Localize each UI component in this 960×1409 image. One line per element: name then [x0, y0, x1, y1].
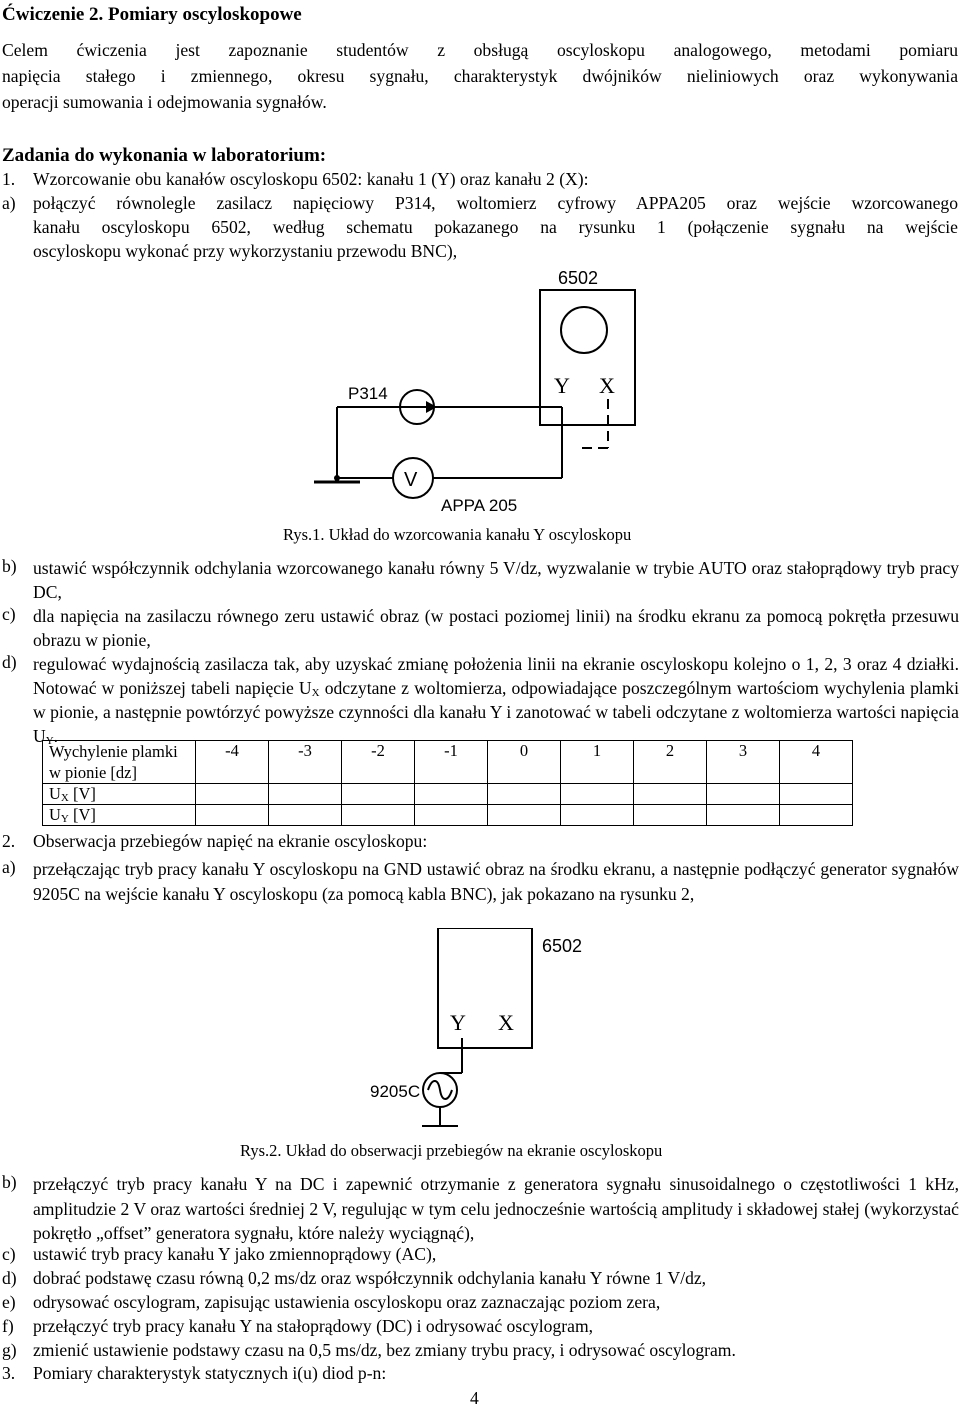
table-header-label: Wychylenie plamki w pionie [dz]	[43, 741, 196, 784]
task2-a-label: a)	[2, 857, 16, 877]
table-row-uy	[43, 805, 853, 826]
task2-a-text: przełączając tryb pracy kanału Y oscyloskopu na GND ustawić obraz na środku ekranu, a następnie podłączyć generator sygnałów 9205C na wejście kanału Y oscyloskopu (za pomocą kabla BNC), jak pokazano na rysunku 2,	[33, 859, 959, 904]
supply-label: P314	[348, 384, 388, 403]
task1-title: Wzorcowanie obu kanałów oscyloskopu 6502: kanału 1 (Y) oraz kanału 2 (X):	[33, 169, 589, 189]
figure-2-caption: Rys.2. Układ do obserwacji przebiegów na ekranie oscyloskopu	[240, 1141, 663, 1160]
table-row-ux-label: $U_X$ [V]	[43, 784, 196, 805]
task3-number: 3.	[2, 1363, 16, 1383]
task2-c-text: ustawić tryb pracy kanału Y jako zmiennoprądowy (AC),	[33, 1244, 437, 1264]
table-cell[interactable]	[415, 805, 488, 826]
y-input-label-2: Y	[450, 1010, 466, 1035]
task1-number: 1.	[2, 169, 16, 189]
table-header-cell: -1	[415, 741, 488, 784]
table-header-cell: 2	[634, 741, 707, 784]
task2-f-text: przełączyć tryb pracy kanału Y na stałoprądowy (DC) i odrysować oscylogram,	[33, 1316, 594, 1336]
voltmeter-symbol-label: V	[404, 469, 418, 491]
x-input-label-2: X	[498, 1010, 514, 1035]
table-header-cell: -3	[269, 741, 342, 784]
task2-title: Obserwacja przebiegów napięć na ekranie oscyloskopu:	[33, 831, 428, 851]
task2-b-label: b)	[2, 1172, 17, 1192]
table-cell[interactable]	[780, 784, 853, 805]
task2-e-label: e)	[2, 1292, 16, 1312]
oscilloscope-screen	[561, 307, 607, 353]
table-cell[interactable]	[634, 784, 707, 805]
task2-g-text: zmienić ustawienie podstawy czasu na 0,5 ms/dz, bez zmiany trybu pracy, i odrysować oscylogram.	[33, 1340, 736, 1360]
task2-b-text: przełączyć tryb pracy kanału Y na DC i zapewnić otrzymanie z generatora sygnału sinusoidalnego o częstotliwości 1 kHz, amplitudzie 2 V oraz wartości średniej 2 V, regulując w tym celu jednocześnie wartością amplitudy i składowej stałej (wykorzystać pokrętło „offset” generatora sygnału, które należy wyciągnąć),	[33, 1174, 959, 1243]
task3-title: Pomiary charakterystyk statycznych i(u) diod p-n:	[33, 1363, 387, 1383]
table-cell[interactable]	[196, 784, 269, 805]
table-cell[interactable]	[488, 805, 561, 826]
table-cell[interactable]	[196, 805, 269, 826]
task1-c-text: dla napięcia na zasilaczu równego zeru ustawić obraz (w postaci poziomej linii) na środku ekranu za pomocą pokrętła przesuwu obrazu w pionie,	[33, 606, 959, 650]
task1-a-line-3: oscyloskopu wykonać przy wykorzystaniu przewodu BNC),	[33, 241, 458, 261]
table-cell[interactable]	[342, 784, 415, 805]
measurement-table	[42, 740, 853, 826]
table-cell[interactable]	[269, 784, 342, 805]
table-cell[interactable]	[269, 805, 342, 826]
table-header-cell: 3	[707, 741, 780, 784]
table-header-cell: 0	[488, 741, 561, 784]
table-header-cell: 4	[780, 741, 853, 784]
table-cell[interactable]	[707, 784, 780, 805]
table-cell[interactable]	[342, 805, 415, 826]
figure-2-circuit	[360, 928, 610, 1138]
intro-line-1: Celem ćwiczenia jest zapoznanie studentów z obsługą oscyloskopu analogowego, metodami pomiaru	[2, 40, 958, 60]
intro-line-2: napięcia stałego i zmiennego, okresu sygnału, charakterystyk dwójników nieliniowych oraz wykonywania	[2, 66, 958, 86]
table-row-uy-label: $U_Y$ [V]	[43, 805, 196, 826]
intro-line-3: operacji sumowania i odejmowania sygnałów.	[2, 92, 327, 112]
task1-d-text: regulować wydajnością zasilacza tak, aby uzyskać zmianę położenia linii na ekranie oscyloskopu kolejno o 1, 2, 3 oraz 4 działki. Notować w poniższej tabeli napięcie $U_X$ odczytane z woltomierza, odpowiadające poszczególnym wartościom wychylenia plamki w pionie, a następnie powtórzyć powyższe czynności dla kanału Y i zanotować w tabeli odczytane z woltomierza wartości napięcia $U_Y$.	[33, 654, 959, 747]
voltmeter-label: APPA 205	[441, 496, 518, 515]
oscilloscope-label-2: 6502	[542, 936, 583, 956]
task1-b-text: ustawić współczynnik odchylania wzorcowanego kanału równy 5 V/dz, wyzwalanie w trybie AUTO oraz stałoprądowy tryb pracy DC,	[33, 558, 959, 602]
table-cell[interactable]	[780, 805, 853, 826]
table-header-cell: -2	[342, 741, 415, 784]
oscilloscope-label: 6502	[558, 268, 599, 288]
table-cell[interactable]	[488, 784, 561, 805]
page-number: 4	[470, 1388, 479, 1408]
tasks-heading: Zadania do wykonania w laboratorium:	[2, 145, 327, 166]
task2-c-label: c)	[2, 1244, 16, 1264]
table-header-row	[43, 741, 853, 784]
x-input-label: X	[599, 373, 615, 398]
table-cell[interactable]	[707, 805, 780, 826]
task1-a-label: a)	[2, 193, 16, 213]
figure-1-circuit	[300, 262, 700, 524]
table-cell[interactable]	[415, 784, 488, 805]
task2-g-label: g)	[2, 1340, 17, 1360]
y-input-label: Y	[554, 373, 570, 398]
task1-d-label: d)	[2, 652, 17, 672]
table-cell[interactable]	[561, 805, 634, 826]
table-header-cell: 1	[561, 741, 634, 784]
task1-a-line-1: połączyć równolegle zasilacz napięciowy P314, woltomierz cyfrowy APPA205 oraz wejście wzorcowanego	[33, 193, 958, 213]
oscilloscope-box	[540, 290, 635, 425]
table-header-cell: -4	[196, 741, 269, 784]
task2-d-label: d)	[2, 1268, 17, 1288]
task2-f-label: f)	[2, 1316, 14, 1336]
task2-d-text: dobrać podstawę czasu równą 0,2 ms/dz oraz współczynnik odchylania kanału Y równe 1 V/dz,	[33, 1268, 707, 1288]
generator-label: 9205C	[370, 1082, 421, 1101]
task2-e-text: odrysować oscylogram, zapisując ustawienia oscyloskopu oraz zaznaczając poziom zera,	[33, 1292, 661, 1312]
figure-1-caption: Rys.1. Układ do wzorcowania kanału Y oscyloskopu	[283, 525, 632, 544]
table-cell[interactable]	[561, 784, 634, 805]
table-row-ux	[43, 784, 853, 805]
task1-a-line-2: kanału oscyloskopu 6502, według schematu pokazanego na rysunku 1 (połączenie sygnału na wejście	[33, 217, 958, 237]
task1-c-label: c)	[2, 604, 16, 624]
task2-number: 2.	[2, 831, 16, 851]
page-title: Ćwiczenie 2. Pomiary oscyloskopowe	[2, 4, 302, 25]
table-cell[interactable]	[634, 805, 707, 826]
task1-b-label: b)	[2, 556, 17, 576]
